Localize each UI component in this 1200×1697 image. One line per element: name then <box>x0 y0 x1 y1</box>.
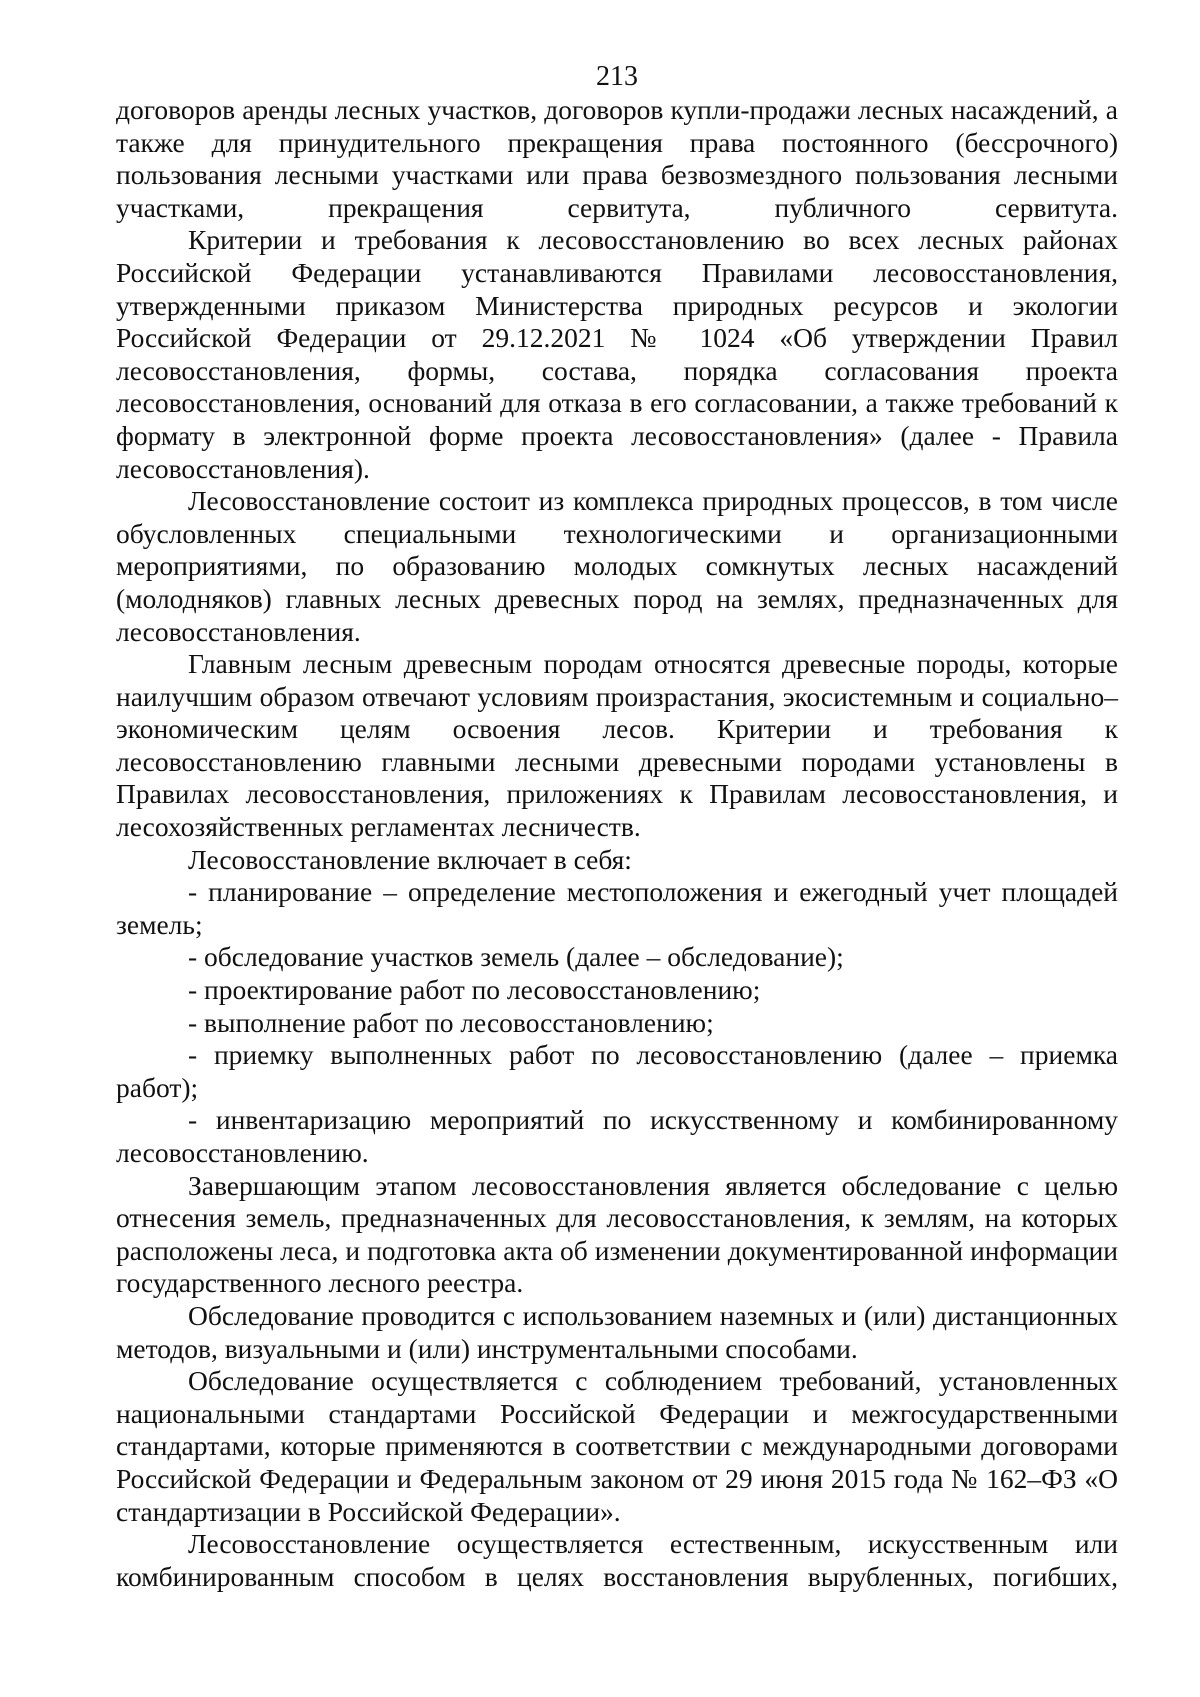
list-item-execution: - выполнение работ по лесовосстановлению; <box>188 1006 714 1038</box>
paragraph-final-stage: Завершающим этапом лесовосстановления является обследование с целью отнесения земель, предназначенных для лесовосстановления, к землям, на которых расположены леса, и подготовка акта об изменении документированной информации государственного лесного реестра. <box>116 1169 1118 1299</box>
paragraph-composition: Лесовосстановление состоит из комплекса природных процессов, в том числе обусловленных специальными технологическими и организационными мероприятиями, по образованию молодых сомкнутых лесных насаждений (молодняков) главных лесных древесных пород на землях, предназначенных для лесовосстановления. <box>116 485 1118 647</box>
document-page <box>116 60 1118 1593</box>
list-item-inventory: - инвентаризацию мероприятий по искусственному и комбинированному лесовосстановлению. <box>116 1104 1118 1168</box>
paragraph-continuation: договоров аренды лесных участков, договоров купли-продажи лесных насаждений, а также для принудительного прекращения права постоянного (бессрочного) пользования лесными участками или права безвозмездного пользования лесными участками, прекращения сервитута, публичного сервитута. <box>116 94 1118 223</box>
paragraph-includes: Лесовосстановление включает в себя: <box>188 843 632 875</box>
list-item-design: - проектирование работ по лесовосстановлению; <box>188 974 761 1006</box>
list-item-acceptance: - приемку выполненных работ по лесовосстановлению (далее – приемка работ); <box>116 1039 1118 1103</box>
paragraph-main-species: Главным лесным древесным породам относятся древесные породы, которые наилучшим образом отвечают условиям произрастания, экосистемным и социально–экономическим целям освоения лесов. Критерии и требования к лесовосстановлению главными лесными древесными породами установлены в Правилах лесовосстановления, приложениях к Правилам лесовосстановления, и лесохозяйственных регламентах лесничеств. <box>116 648 1118 843</box>
list-item-survey: - обследование участков земель (далее – обследование); <box>188 941 844 973</box>
paragraph-standards: Обследование осуществляется с соблюдением требований, установленных национальными стандартами Российской Федерации и межгосударственными стандартами, которые применяются в соответствии с международными договорами Российской Федерации и Федеральным законом от 29 июня 2015 года № 162–ФЗ «О стандартизации в Российской Федерации». <box>116 1365 1118 1527</box>
paragraph-criteria: Критерии и требования к лесовосстановлению во всех лесных районах Российской Федерации устанавливаются Правилами лесовосстановления, утвержденными приказом Министерства природных ресурсов и экологии Российской Федерации от 29.12.2021 № 1024 «Об утверждении Правил лесовосстановления, формы, состава, порядка согласования проекта лесовосстановления, оснований для отказа в его согласовании, а также требований к формату в электронной форме проекта лесовосстановления» (далее - Правила лесовосстановления). <box>116 224 1118 484</box>
paragraph-survey-methods: Обследование проводится с использованием наземных и (или) дистанционных методов, визуальными и (или) инструментальными способами. <box>116 1299 1118 1364</box>
list-item-planning: - планирование – определение местоположения и ежегодный учет площадей земель; <box>116 876 1118 940</box>
page-number: 213 <box>596 61 638 92</box>
paragraph-methods-reforestation: Лесовосстановление осуществляется естественным, искусственным или комбинированным способом в целях восстановления вырубленных, погибших, <box>116 1528 1118 1592</box>
